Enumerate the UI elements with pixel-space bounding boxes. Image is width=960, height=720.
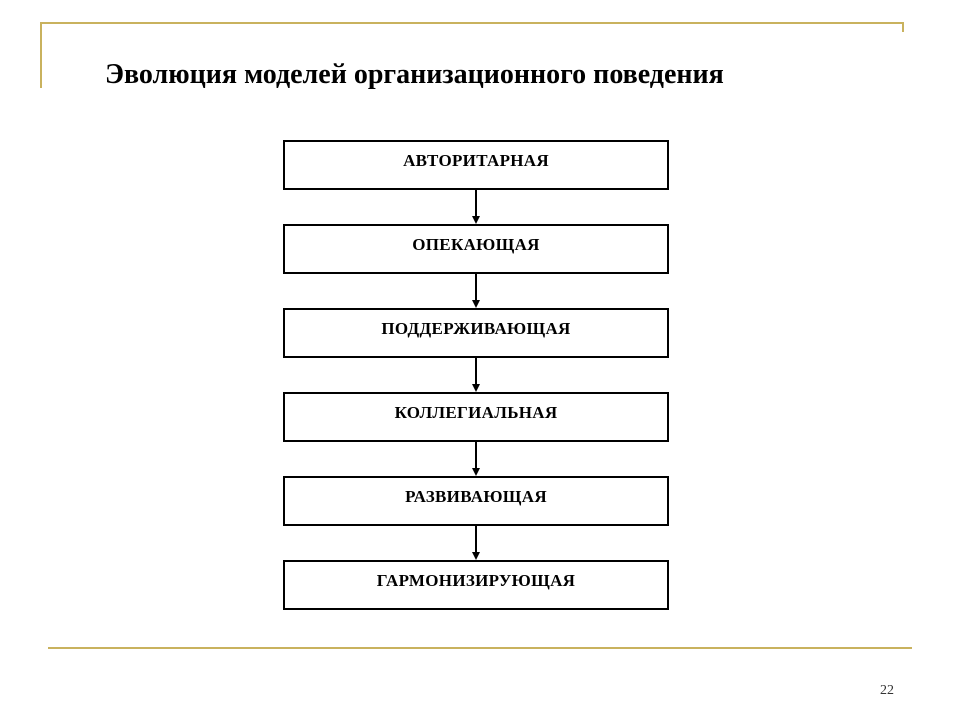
step-box-collegial: КОЛЛЕГИАЛЬНАЯ (283, 392, 669, 442)
page-number: 22 (880, 683, 894, 698)
arrowhead-2-3 (472, 300, 480, 308)
step-box-developing: РАЗВИВАЮЩАЯ (283, 476, 669, 526)
arrowhead-4-5 (472, 468, 480, 476)
arrowhead-1-2 (472, 216, 480, 224)
arrowhead-3-4 (472, 384, 480, 392)
arrowhead-5-6 (472, 552, 480, 560)
step-box-autocratic: АВТОРИТАРНАЯ (283, 140, 669, 190)
step-box-harmonizing: ГАРМОНИЗИРУЮЩАЯ (283, 560, 669, 610)
step-box-custodial: ОПЕКАЮЩАЯ (283, 224, 669, 274)
step-box-supportive: ПОДДЕРЖИВАЮЩАЯ (283, 308, 669, 358)
slide-title: Эволюция моделей организационного поведения (105, 59, 724, 90)
